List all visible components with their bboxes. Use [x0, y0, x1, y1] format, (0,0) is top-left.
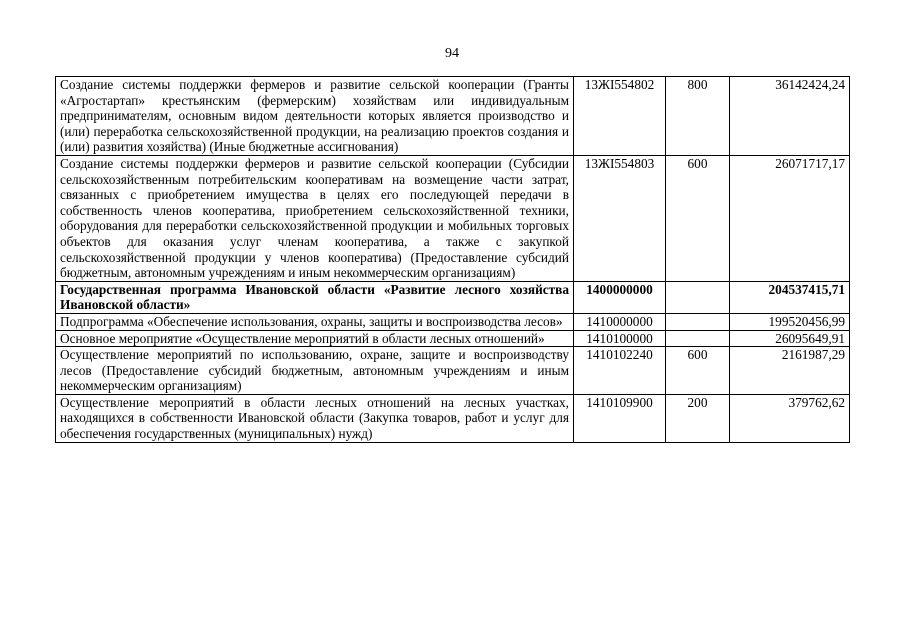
- amount-cell: 36142424,24: [730, 77, 850, 156]
- name-cell: Создание системы поддержки фермеров и развитие сельской кооперации (Гранты «Агростартап» крестьянским (фермерским) хозяйствам или индивидуальным предпринимателям, основным видом деятельности которых является производство и (или) переработка сельскохозяйственной продукции, на реализацию проектов создания и (или) развития хозяйства) (Иные бюджетные ассигнования): [56, 77, 574, 156]
- code-cell: 1410100000: [574, 330, 666, 347]
- table-row: [56, 281, 850, 313]
- expense-type-cell: [666, 281, 730, 313]
- table-row: [56, 394, 850, 442]
- name-cell: Осуществление мероприятий в области лесных отношений на лесных участках, находящихся в собственности Ивановской области (Закупка товаров, работ и услуг для обеспечения государственных (муниципальных) нужд): [56, 394, 574, 442]
- table-row: [56, 330, 850, 347]
- table-row: [56, 347, 850, 395]
- amount-cell: 379762,62: [730, 394, 850, 442]
- amount-cell: 26071717,17: [730, 155, 850, 281]
- budget-table-body: [56, 77, 850, 443]
- expense-type-cell: [666, 313, 730, 330]
- expense-type-cell: 600: [666, 347, 730, 395]
- page-number: 94: [445, 46, 459, 61]
- code-cell: 1410102240: [574, 347, 666, 395]
- code-cell: 1400000000: [574, 281, 666, 313]
- code-cell: 1410109900: [574, 394, 666, 442]
- amount-cell: 26095649,91: [730, 330, 850, 347]
- table-row: [56, 313, 850, 330]
- expense-type-cell: 200: [666, 394, 730, 442]
- name-cell: Основное мероприятие «Осуществление мероприятий в области лесных отношений»: [56, 330, 574, 347]
- name-cell: Осуществление мероприятий по использованию, охране, защите и воспроизводству лесов (Предоставление субсидий бюджетным, автономным учреждениям и иным некоммерческим организациям): [56, 347, 574, 395]
- amount-cell: 2161987,29: [730, 347, 850, 395]
- table-row: [56, 155, 850, 281]
- expense-type-cell: 800: [666, 77, 730, 156]
- code-cell: 13ЖI554803: [574, 155, 666, 281]
- amount-cell: 199520456,99: [730, 313, 850, 330]
- name-cell: Создание системы поддержки фермеров и развитие сельской кооперации (Субсидии сельскохозяйственным потребительским кооперативам на возмещение части затрат, связанных с приобретением имущества в целях его последующей передачи в собственность членов кооператива, приобретением сельскохозяйственной техники, оборудования для переработки сельскохозяйственной продукции и мобильных торговых объектов для оказания услуг членам кооператива, а также с закупкой сельскохозяйственной продукции у членов кооператива) (Предоставление субсидий бюджетным, автономным учреждениям и иным некоммерческим организациям): [56, 155, 574, 281]
- code-cell: 13ЖI554802: [574, 77, 666, 156]
- budget-table: [55, 76, 850, 443]
- expense-type-cell: 600: [666, 155, 730, 281]
- table-row: [56, 77, 850, 156]
- name-cell: Подпрограмма «Обеспечение использования, охраны, защиты и воспроизводства лесов»: [56, 313, 574, 330]
- amount-cell: 204537415,71: [730, 281, 850, 313]
- name-cell: Государственная программа Ивановской области «Развитие лесного хозяйства Ивановской области»: [56, 281, 574, 313]
- expense-type-cell: [666, 330, 730, 347]
- code-cell: 1410000000: [574, 313, 666, 330]
